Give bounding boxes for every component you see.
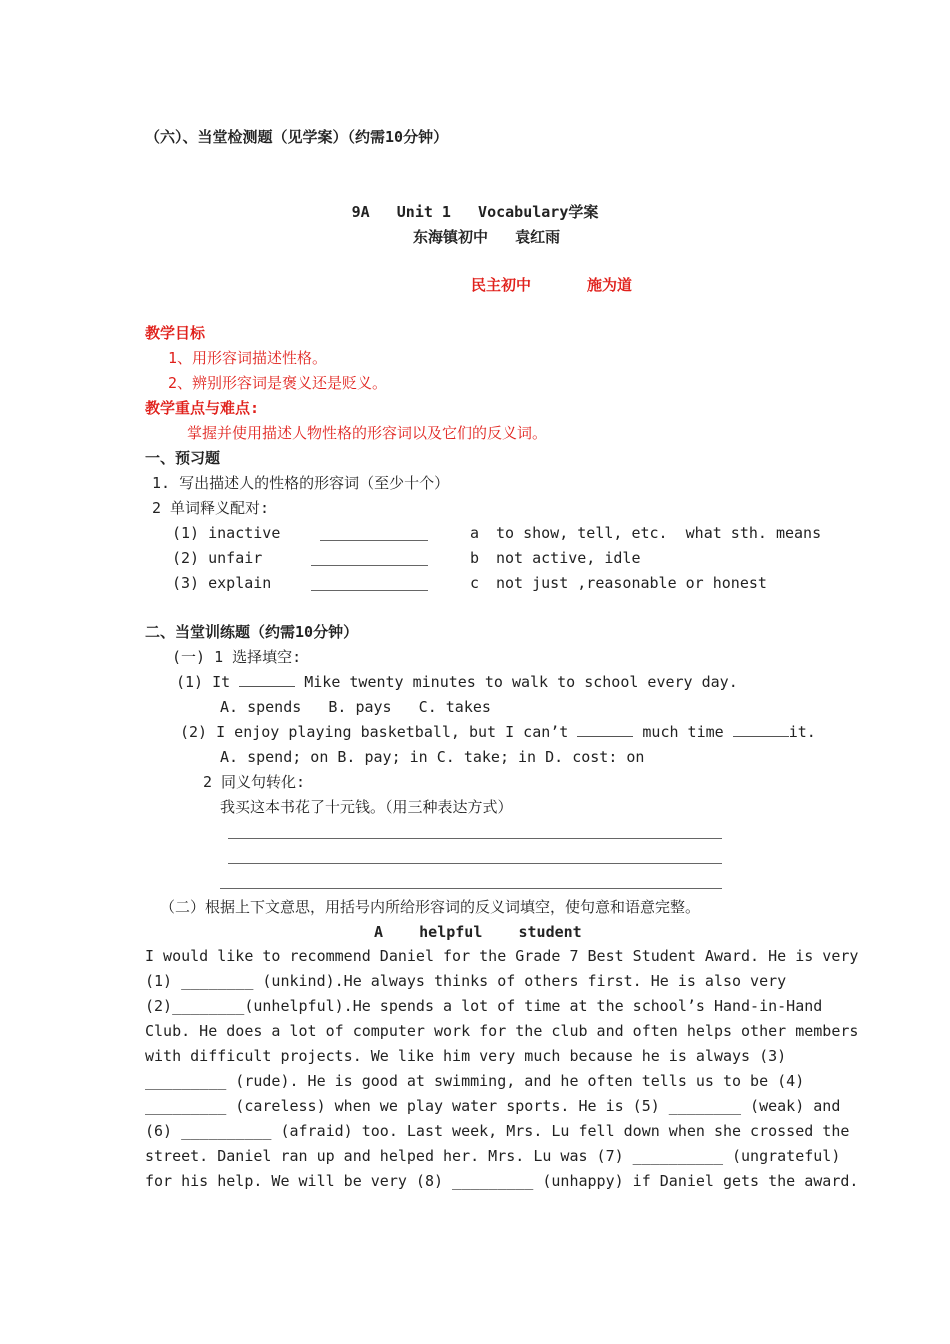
document-title: 9A Unit 1 Vocabulary学案: [351, 203, 599, 221]
question-1-options: A. spends B. pays C. takes: [220, 698, 491, 716]
passage-line: (2)________(unhelpful).He spends a lot of time at the school’s Hand-in-Hand: [145, 997, 823, 1015]
part2-sub1: (一) 1 选择填空:: [172, 648, 302, 666]
passage-line: (1) ________ (unkind).He always thinks of others first. He is also very: [145, 972, 787, 990]
part1-q1: 1. 写出描述人的性格的形容词（至少十个）: [152, 474, 450, 492]
pair-meaning: not just ,reasonable or honest: [496, 574, 767, 592]
pair-word: (1) inactive: [172, 524, 281, 542]
part2-sub2: 2 同义句转化:: [203, 773, 306, 791]
passage-line: _________ (rude). He is good at swimming, and he often tells us to be (4): [145, 1072, 805, 1090]
key-points-heading: 教学重点与难点:: [145, 399, 260, 417]
red-author-school: 民主初中: [471, 276, 532, 294]
passage-line: with difficult projects. We like him very much because he is always (3): [145, 1047, 787, 1065]
passage-line: _________ (careless) when we play water sports. He is (5) ________ (weak) and: [145, 1097, 841, 1115]
passage-line: (6) __________ (afraid) too. Last week, Mrs. Lu fell down when she crossed the: [145, 1122, 850, 1140]
answer-blank: [311, 565, 428, 566]
question-1: (1) It Mike twenty minutes to walk to school every day.: [176, 673, 738, 691]
passage-line: street. Daniel ran up and helped her. Mrs. Lu was (7) __________ (ungrateful): [145, 1147, 841, 1165]
pair-letter: a: [470, 524, 480, 542]
pair-letter: b: [470, 549, 480, 567]
part2-sub2-prompt: 我买这本书花了十元钱。（用三种表达方式）: [220, 798, 513, 816]
objective-item: 2、辨别形容词是褒义还是贬义。: [168, 374, 388, 392]
pair-word: (3) explain: [172, 574, 272, 592]
answer-line: [228, 863, 722, 864]
question-2: (2) I enjoy playing basketball, but I can’t much time it.: [180, 723, 816, 741]
passage-line: I would like to recommend Daniel for the Grade 7 Best Student Award. He is very: [145, 947, 859, 965]
passage: [145, 944, 859, 1194]
author-line: 东海镇初中 袁红雨: [413, 228, 561, 246]
passage-line: Club. He does a lot of computer work for the club and often helps other members: [145, 1022, 859, 1040]
objective-item: 1、用形容词描述性格。: [168, 349, 328, 367]
passage-line: for his help. We will be very (8) _________ (unhappy) if Daniel gets the award.: [145, 1172, 859, 1190]
answer-blank: [733, 722, 789, 737]
part2-heading: 二、当堂训练题（约需10分钟）: [145, 623, 359, 641]
pair-word: (2) unfair: [172, 549, 263, 567]
red-author-name: 施为道: [587, 276, 633, 294]
pair-meaning: to show, tell, etc. what sth. means: [496, 524, 822, 542]
pair-letter: c: [470, 574, 480, 592]
key-points-text: 掌握并使用描述人物性格的形容词以及它们的反义词。: [187, 424, 548, 442]
objectives-heading: 教学目标: [145, 324, 206, 342]
answer-blank: [320, 540, 428, 541]
pair-meaning: not active, idle: [496, 549, 641, 567]
passage-title: A helpful student: [374, 923, 582, 941]
part1-heading: 一、预习题: [145, 449, 221, 467]
question-2-options: A. spend; on B. pay; in C. take; in D. cost: on: [220, 748, 645, 766]
answer-blank: [311, 590, 428, 591]
answer-line: [220, 888, 722, 889]
answer-blank: [577, 722, 633, 737]
answer-blank: [239, 672, 295, 687]
section-6-title: （六）、当堂检测题（见学案）（约需10分钟）: [145, 128, 449, 146]
part1-q2: 2 单词释义配对:: [152, 499, 270, 517]
part2-sub3: （二）根据上下文意思，用括号内所给形容词的反义词填空，使句意和语意完整。: [160, 898, 701, 916]
answer-line: [228, 838, 722, 839]
